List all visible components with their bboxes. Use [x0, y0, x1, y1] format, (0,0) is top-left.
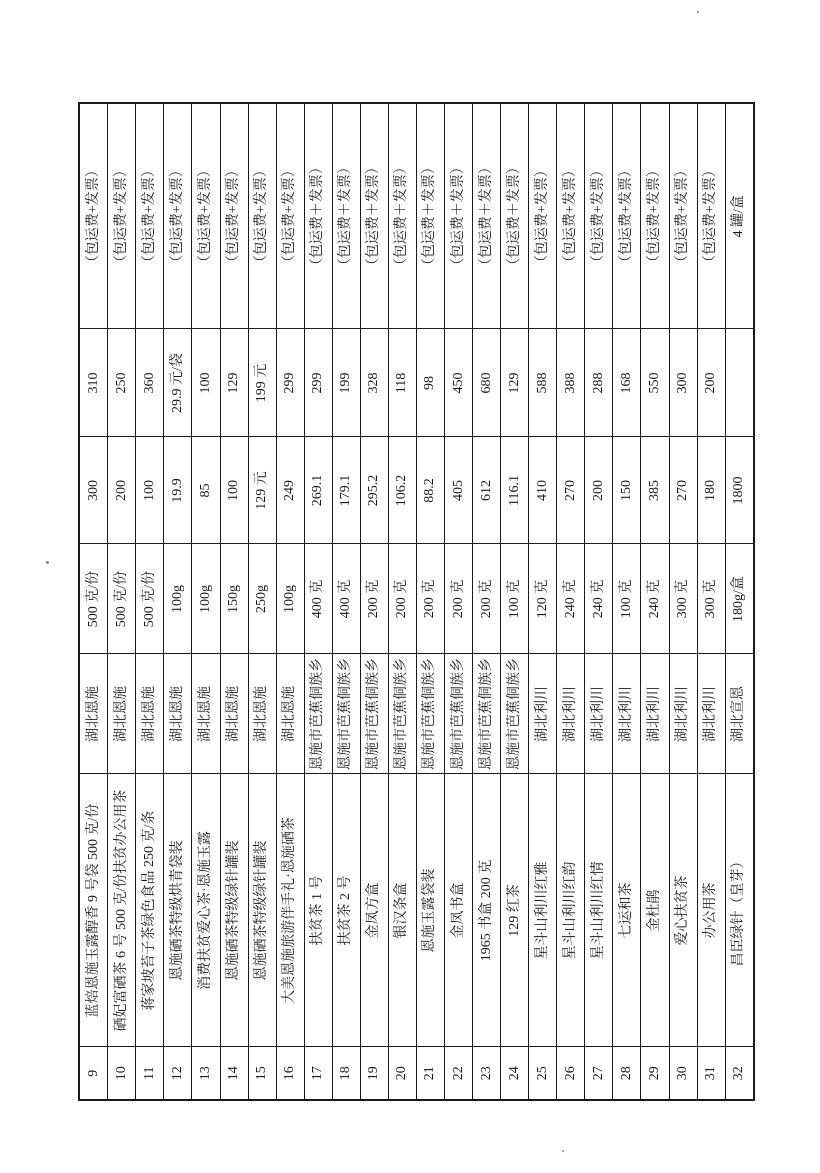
cell-row-number: 10	[108, 1047, 136, 1100]
cell-price-b: 129	[501, 329, 529, 437]
cell-price-b: 250	[108, 329, 136, 437]
cell-product-name: 星斗山利川红情	[585, 774, 613, 1047]
cell-price-a: 179.1	[332, 437, 360, 544]
cell-product-name: 银汉条盒	[388, 774, 416, 1047]
cell-row-number: 28	[613, 1047, 641, 1100]
cell-spec: 100g	[276, 544, 304, 654]
cell-note: （包运费＋发票）	[304, 103, 332, 329]
cell-price-a: 200	[108, 437, 136, 544]
cell-price-b: 360	[136, 329, 164, 437]
cell-price-a: 19.9	[164, 437, 192, 544]
table-row	[276, 103, 304, 1100]
cell-price-a: 200	[585, 437, 613, 544]
cell-spec: 200 克	[445, 544, 473, 654]
cell-price-a: 100	[136, 437, 164, 544]
cell-product-name: 1965 书盒 200 克	[473, 774, 501, 1047]
cell-row-number: 11	[136, 1047, 164, 1100]
table-row	[164, 103, 192, 1100]
cell-spec: 400 克	[332, 544, 360, 654]
scan-speckle	[46, 561, 49, 564]
cell-origin: 恩施市芭蕉侗族乡	[416, 654, 444, 774]
cell-price-a: 270	[669, 437, 697, 544]
cell-row-number: 19	[360, 1047, 388, 1100]
cell-row-number: 23	[473, 1047, 501, 1100]
cell-note: （包运费＋发票）	[332, 103, 360, 329]
cell-product-name: 蓝焙恩施玉露醇香 9 号袋 500 克/份	[79, 774, 108, 1047]
table-row	[725, 103, 754, 1100]
cell-price-a: 116.1	[501, 437, 529, 544]
cell-note: （包运费＋发票）	[445, 103, 473, 329]
table-row	[79, 103, 108, 1100]
cell-note: （包运费+发票）	[79, 103, 108, 329]
cell-spec: 150g	[220, 544, 248, 654]
cell-note: （包运费+发票）	[164, 103, 192, 329]
cell-origin: 湖北利川	[697, 654, 725, 774]
cell-product-name: 消费扶贫爱心茶·恩施玉露	[192, 774, 220, 1047]
table-row	[445, 103, 473, 1100]
cell-origin: 湖北恩施	[192, 654, 220, 774]
cell-note: （包运费+发票）	[613, 103, 641, 329]
cell-price-a: 150	[613, 437, 641, 544]
cell-origin: 恩施市芭蕉侗族乡	[360, 654, 388, 774]
table-row	[669, 103, 697, 1100]
cell-note: （包运费+发票）	[220, 103, 248, 329]
cell-spec: 500 克/份	[136, 544, 164, 654]
table-row	[557, 103, 585, 1100]
table-row	[697, 103, 725, 1100]
table-row	[136, 103, 164, 1100]
cell-price-a: 385	[641, 437, 669, 544]
cell-note: （包运费+发票）	[557, 103, 585, 329]
table-row	[192, 103, 220, 1100]
cell-row-number: 26	[557, 1047, 585, 1100]
cell-price-b: 450	[445, 329, 473, 437]
cell-price-b: 199	[332, 329, 360, 437]
cell-origin: 湖北恩施	[164, 654, 192, 774]
cell-note: （包运费＋发票）	[416, 103, 444, 329]
cell-row-number: 29	[641, 1047, 669, 1100]
cell-product-name: 金凤书盒	[445, 774, 473, 1047]
cell-spec: 200 克	[388, 544, 416, 654]
cell-origin: 湖北利川	[613, 654, 641, 774]
cell-note: （包运费+发票）	[697, 103, 725, 329]
cell-spec: 240 克	[557, 544, 585, 654]
cell-origin: 湖北利川	[641, 654, 669, 774]
table-row	[360, 103, 388, 1100]
table-row	[613, 103, 641, 1100]
cell-row-number: 9	[79, 1047, 108, 1100]
cell-price-b: 118	[388, 329, 416, 437]
cell-note: 4 罐/盒	[725, 103, 754, 329]
cell-price-a: 106.2	[388, 437, 416, 544]
cell-origin: 恩施市芭蕉侗族乡	[388, 654, 416, 774]
cell-price-a: 180	[697, 437, 725, 544]
cell-product-name: 昌臣绿针（皇芽）	[725, 774, 754, 1047]
cell-product-name: 办公用茶	[697, 774, 725, 1047]
cell-row-number: 21	[416, 1047, 444, 1100]
cell-note: （包运费+发票）	[529, 103, 557, 329]
cell-product-name: 恩施硒茶特级烘青袋装	[164, 774, 192, 1047]
cell-product-name: 扶贫茶 2 号	[332, 774, 360, 1047]
cell-spec: 100g	[164, 544, 192, 654]
cell-product-name: 爱心扶贫茶	[669, 774, 697, 1047]
cell-price-b: 199 元	[248, 329, 276, 437]
table-row	[641, 103, 669, 1100]
cell-product-name: 金杜鹃	[641, 774, 669, 1047]
cell-price-a: 300	[79, 437, 108, 544]
table-row	[529, 103, 557, 1100]
cell-origin: 湖北恩施	[220, 654, 248, 774]
cell-spec: 180g/盒	[725, 544, 754, 654]
cell-price-b: 129	[220, 329, 248, 437]
cell-note: （包运费＋发票）	[473, 103, 501, 329]
cell-origin: 湖北恩施	[108, 654, 136, 774]
cell-note: （包运费+发票）	[108, 103, 136, 329]
cell-price-b: 200	[697, 329, 725, 437]
table-row	[473, 103, 501, 1100]
cell-note: （包运费+发票）	[192, 103, 220, 329]
cell-price-b: 168	[613, 329, 641, 437]
table-row	[332, 103, 360, 1100]
cell-product-name: 扶贫茶 1 号	[304, 774, 332, 1047]
cell-note: （包运费+发票）	[248, 103, 276, 329]
cell-note: （包运费+发票）	[669, 103, 697, 329]
cell-origin: 湖北恩施	[248, 654, 276, 774]
cell-spec: 250g	[248, 544, 276, 654]
cell-price-b: 588	[529, 329, 557, 437]
cell-price-a: 405	[445, 437, 473, 544]
table-row	[248, 103, 276, 1100]
cell-price-b: 299	[304, 329, 332, 437]
cell-price-a: 269.1	[304, 437, 332, 544]
cell-origin: 恩施市芭蕉侗族乡	[304, 654, 332, 774]
price-table-body	[79, 103, 754, 1100]
table-row	[416, 103, 444, 1100]
cell-spec: 200 克	[473, 544, 501, 654]
table-row	[585, 103, 613, 1100]
cell-price-b: 100	[192, 329, 220, 437]
table-row	[501, 103, 529, 1100]
cell-product-name: 硒妃富硒茶 6 号 500 克/份扶贫办公用茶	[108, 774, 136, 1047]
cell-row-number: 31	[697, 1047, 725, 1100]
cell-row-number: 16	[276, 1047, 304, 1100]
cell-origin: 湖北利川	[557, 654, 585, 774]
cell-origin: 湖北利川	[585, 654, 613, 774]
cell-product-name: 恩施硒茶特级绿针罐装	[220, 774, 248, 1047]
cell-price-a: 410	[529, 437, 557, 544]
cell-spec: 100 克	[501, 544, 529, 654]
cell-price-b: 300	[669, 329, 697, 437]
cell-note: （包运费＋发票）	[388, 103, 416, 329]
cell-product-name: 金凤方盒	[360, 774, 388, 1047]
cell-price-a: 85	[192, 437, 220, 544]
cell-price-a: 612	[473, 437, 501, 544]
cell-spec: 120 克	[529, 544, 557, 654]
cell-row-number: 14	[220, 1047, 248, 1100]
cell-price-b: 680	[473, 329, 501, 437]
cell-row-number: 30	[669, 1047, 697, 1100]
cell-price-b: 550	[641, 329, 669, 437]
cell-product-name: 星斗山利川红韵	[557, 774, 585, 1047]
cell-origin: 湖北利川	[669, 654, 697, 774]
cell-product-name: 129 红茶	[501, 774, 529, 1047]
cell-price-b: 29.9 元/袋	[164, 329, 192, 437]
cell-price-b: 328	[360, 329, 388, 437]
cell-spec: 400 克	[304, 544, 332, 654]
cell-price-b: 299	[276, 329, 304, 437]
cell-product-name: 恩施硒茶特级绿针罐装	[248, 774, 276, 1047]
cell-price-a: 100	[220, 437, 248, 544]
cell-origin: 湖北宣恩	[725, 654, 754, 774]
cell-row-number: 13	[192, 1047, 220, 1100]
cell-price-a: 1800	[725, 437, 754, 544]
rotation-wrapper	[78, 104, 755, 1101]
cell-price-a: 270	[557, 437, 585, 544]
cell-spec: 300 克	[669, 544, 697, 654]
cell-note: （包运费+发票）	[136, 103, 164, 329]
cell-origin: 湖北恩施	[136, 654, 164, 774]
cell-spec: 500 克/份	[79, 544, 108, 654]
cell-spec: 300 克	[697, 544, 725, 654]
table-row	[388, 103, 416, 1100]
cell-product-name: 星斗山利川红雅	[529, 774, 557, 1047]
cell-origin: 恩施市芭蕉侗族乡	[501, 654, 529, 774]
cell-origin: 湖北恩施	[276, 654, 304, 774]
cell-origin: 湖北恩施	[79, 654, 108, 774]
cell-origin: 恩施市芭蕉侗族乡	[473, 654, 501, 774]
cell-spec: 100 克	[613, 544, 641, 654]
cell-row-number: 12	[164, 1047, 192, 1100]
cell-note: （包运费＋发票）	[360, 103, 388, 329]
cell-row-number: 22	[445, 1047, 473, 1100]
cell-product-name: 七运和茶	[613, 774, 641, 1047]
cell-row-number: 20	[388, 1047, 416, 1100]
cell-price-b	[725, 329, 754, 437]
table-row	[108, 103, 136, 1100]
cell-note: （包运费+发票）	[585, 103, 613, 329]
cell-price-a: 88.2	[416, 437, 444, 544]
cell-price-a: 249	[276, 437, 304, 544]
cell-origin: 恩施市芭蕉侗族乡	[332, 654, 360, 774]
cell-row-number: 25	[529, 1047, 557, 1100]
cell-spec: 200 克	[416, 544, 444, 654]
cell-row-number: 15	[248, 1047, 276, 1100]
table-row	[304, 103, 332, 1100]
cell-price-b: 98	[416, 329, 444, 437]
cell-product-name: 蒋家坡苔子茶绿色食品 250 克/条	[136, 774, 164, 1047]
cell-spec: 500 克/份	[108, 544, 136, 654]
cell-spec: 100g	[192, 544, 220, 654]
cell-origin: 恩施市芭蕉侗族乡	[445, 654, 473, 774]
cell-spec: 240 克	[585, 544, 613, 654]
cell-price-a: 295.2	[360, 437, 388, 544]
scan-speckle	[562, 1150, 564, 1152]
table-row	[220, 103, 248, 1100]
cell-price-b: 388	[557, 329, 585, 437]
cell-note: （包运费+发票）	[276, 103, 304, 329]
cell-row-number: 18	[332, 1047, 360, 1100]
cell-row-number: 27	[585, 1047, 613, 1100]
cell-row-number: 32	[725, 1047, 754, 1100]
cell-row-number: 17	[304, 1047, 332, 1100]
cell-note: （包运费+发票）	[641, 103, 669, 329]
tea-price-table	[78, 102, 755, 1101]
cell-price-a: 129 元	[248, 437, 276, 544]
scan-speckle	[697, 11, 699, 13]
cell-note: （包运费＋发票）	[501, 103, 529, 329]
rotated-table-region	[78, 104, 755, 1101]
cell-product-name: 大美恩施旅游伴手礼·恩施硒茶	[276, 774, 304, 1047]
cell-spec: 200 克	[360, 544, 388, 654]
cell-origin: 湖北利川	[529, 654, 557, 774]
cell-row-number: 24	[501, 1047, 529, 1100]
cell-price-b: 288	[585, 329, 613, 437]
cell-spec: 240 克	[641, 544, 669, 654]
cell-price-b: 310	[79, 329, 108, 437]
cell-product-name: 恩施玉露袋装	[416, 774, 444, 1047]
